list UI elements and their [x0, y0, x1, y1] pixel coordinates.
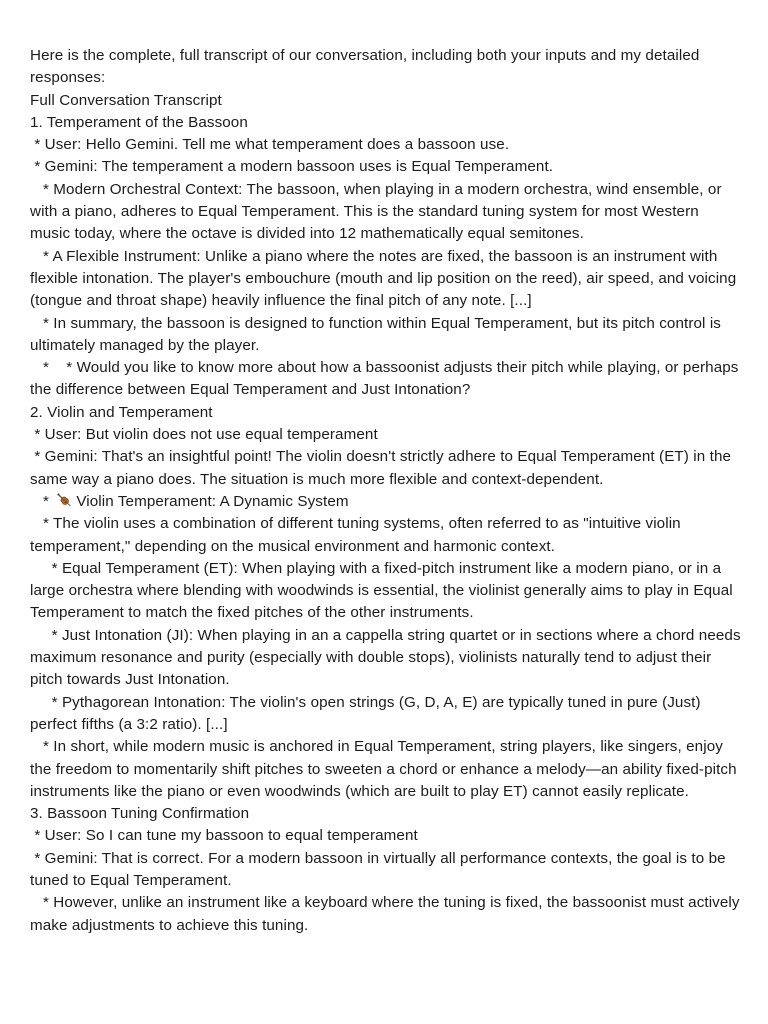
response-bullet: * * Would you like to know more about how a bassoonist adjusts their pitch while playing, or perhaps the difference between Equal Temperament and Just Intonation?	[30, 359, 743, 399]
transcript-document	[30, 45, 745, 937]
user-message-1: * User: Hello Gemini. Tell me what temperament does a bassoon use.	[30, 136, 510, 154]
section-heading-3: 3. Bassoon Tuning Confirmation	[30, 805, 250, 823]
response-bullet: * The violin uses a combination of different tuning systems, often referred to as "intuitive violin temperament," depending on the musical environment and harmonic context.	[30, 515, 686, 555]
intro-text: Here is the complete, full transcript of our conversation, including both your inputs and my detailed responses:	[30, 47, 704, 87]
response-bullet: * A Flexible Instrument: Unlike a piano where the notes are fixed, the bassoon is an instrument with flexible intonation. The player's embouchure (mouth and lip position on the reed), air speed, and voicing (tongue and throat shape) heavily influence the final pitch of any note. [...]	[30, 247, 741, 310]
violin-heading	[30, 491, 742, 513]
response-sub-bullet: * Pythagorean Intonation: The violin's open strings (G, D, A, E) are typically tuned in pure (Just) perfect fifths (a 3:2 ratio). [...]	[30, 693, 705, 733]
response-bullet: * In summary, the bassoon is designed to function within Equal Temperament, but its pitch control is ultimately managed by the player.	[30, 314, 726, 354]
gemini-response-2: * Gemini: That's an insightful point! The violin doesn't strictly adhere to Equal Temperament (ET) in the same way a piano does. The situation is much more flexible and context-dependent.	[30, 448, 736, 488]
transcript-title: Full Conversation Transcript	[30, 91, 222, 109]
response-sub-bullet: * Equal Temperament (ET): When playing with a fixed-pitch instrument like a modern piano, or in a large orchestra where blending with woodwinds is essential, the violinist generally aims to play in Equal Temperament to match the fixed pitches of the other instruments.	[30, 559, 737, 622]
response-bullet: * However, unlike an instrument like a keyboard where the tuning is fixed, the bassoonist must actively make adjustments to achieve this tuning.	[30, 894, 744, 934]
response-bullet: * In short, while modern music is anchored in Equal Temperament, string players, like singers, enjoy the freedom to momentarily shift pitches to sweeten a chord or enhance a melody—an ability fixed-pitch instruments like the piano or even woodwinds (which are built to play ET) cannot easily replicate.	[30, 738, 741, 800]
response-sub-bullet: * Just Intonation (JI): When playing in an a cappella string quartet or in sections where a chord needs maximum resonance and purity (especially with double stops), violinists naturally tend to adjust their pitch towards Just Intonation.	[30, 626, 745, 689]
user-message-2: * User: But violin does not use equal temperament	[30, 426, 378, 444]
gemini-response-3: * Gemini: That is correct. For a modern bassoon in virtually all performance contexts, the goal is to be tuned to Equal Temperament.	[30, 849, 730, 889]
section-heading-1: 1. Temperament of the Bassoon	[30, 113, 248, 131]
section-heading-2: 2. Violin and Temperament	[30, 403, 213, 421]
violin-heading-text: Violin Temperament: A Dynamic System	[76, 492, 349, 510]
violin-icon	[55, 491, 73, 509]
gemini-response-1: * Gemini: The temperament a modern bassoon uses is Equal Temperament.	[30, 158, 554, 176]
response-bullet: * Modern Orchestral Context: The bassoon, when playing in a modern orchestra, wind ensemble, or with a piano, adheres to Equal Temperament. This is the standard tuning system for most Western music today, where the octave is divided into 12 mathematically equal semitones.	[30, 180, 726, 243]
user-message-3: * User: So I can tune my bassoon to equal temperament	[30, 827, 418, 845]
violin-heading-prefix: *	[30, 492, 54, 510]
